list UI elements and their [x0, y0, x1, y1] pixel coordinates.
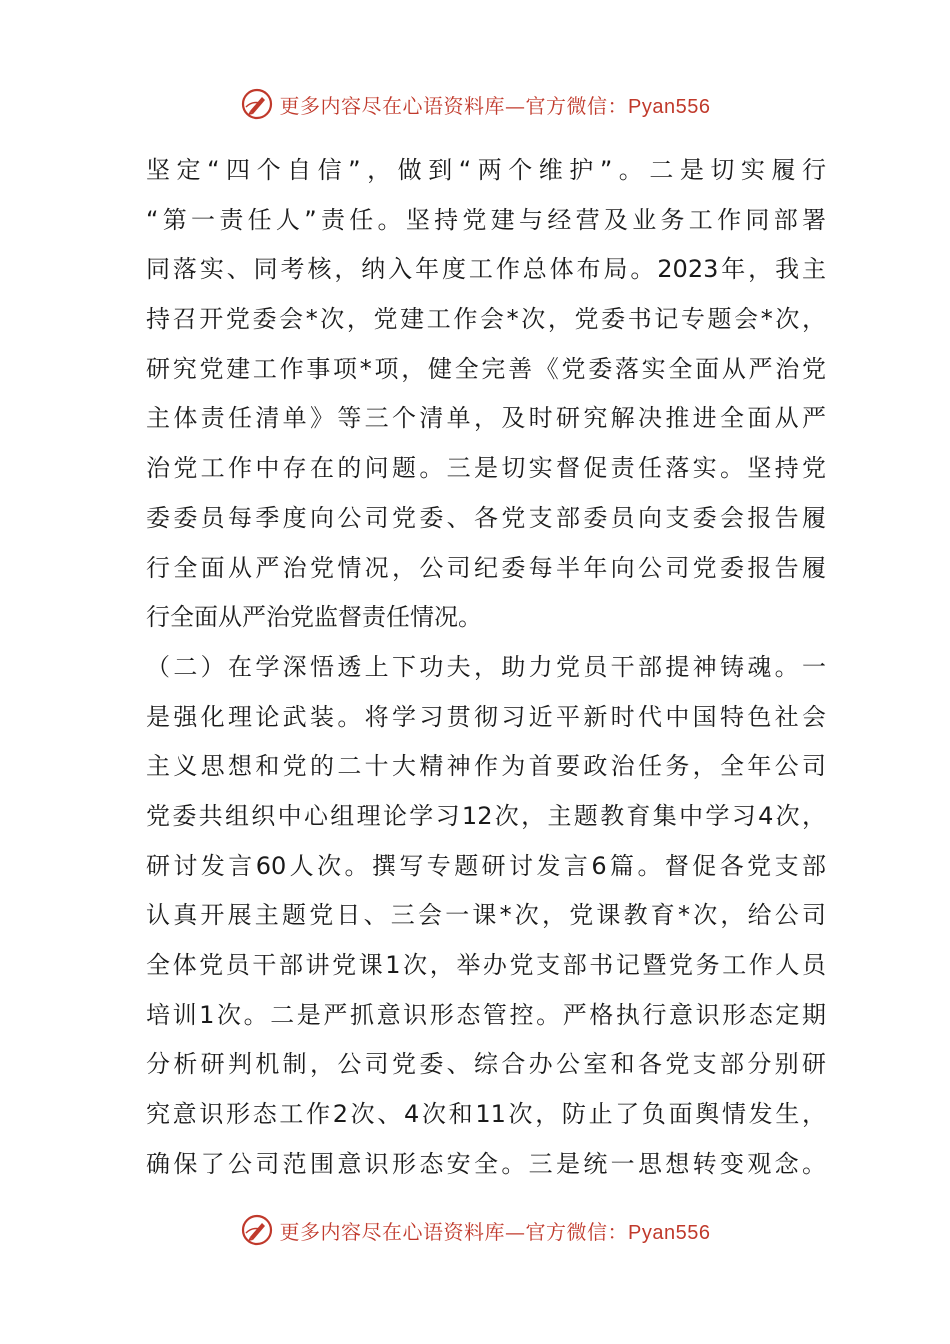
body-line: 研讨发言60人次。撰写专题研讨发言6篇。督促各党支部	[146, 851, 826, 880]
body-line: 是强化理论武装。将学习贯彻习近平新时代中国特色社会	[146, 702, 826, 731]
body-line: “第一责任人”责任。坚持党建与经营及业务工作同部署	[146, 205, 826, 234]
pen-logo-icon	[240, 87, 274, 121]
body-line: 治党工作中存在的问题。三是切实督促责任落实。坚持党	[146, 454, 826, 483]
watermark-text: 更多内容尽在心语资料库—官方微信：Pyan556	[279, 1219, 711, 1244]
document-body	[146, 146, 826, 1189]
footer-watermark	[0, 1210, 950, 1250]
pen-logo-icon	[240, 1213, 274, 1247]
body-line: 究意识形态工作2次、4次和11次，防止了负面舆情发生，	[146, 1100, 826, 1129]
body-line: 坚定“四个自信”，做到“两个维护”。二是切实履行	[146, 156, 826, 184]
body-line: 党委共组织中心组理论学习12次，主题教育集中学习4次，	[146, 801, 826, 830]
watermark-text: 更多内容尽在心语资料库—官方微信：Pyan556	[279, 93, 711, 118]
body-line: 认真开展主题党日、三会一课*次，党课教育*次，给公司	[146, 901, 826, 930]
body-line: 委委员每季度向公司党委、各党支部委员向支委会报告履	[146, 503, 826, 532]
body-line: 主义思想和党的二十大精神作为首要政治任务，全年公司	[146, 752, 826, 781]
body-line: 行全面从严治党监督责任情况。	[146, 603, 482, 632]
body-line: 研究党建工作事项*项，健全完善《党委落实全面从严治党	[146, 354, 826, 383]
body-line: 行全面从严治党情况，公司纪委每半年向公司党委报告履	[146, 553, 826, 582]
body-line: 确保了公司范围意识形态安全。三是统一思想转变观念。	[146, 1149, 826, 1178]
body-line: 持召开党委会*次，党建工作会*次，党委书记专题会*次，	[146, 305, 826, 334]
body-line: 分析研判机制，公司党委、综合办公室和各党支部分别研	[146, 1050, 826, 1079]
header-watermark	[0, 84, 950, 124]
wechat-id: Pyan556	[628, 95, 711, 118]
body-line: 主体责任清单》等三个清单，及时研究解决推进全面从严	[146, 404, 826, 433]
wechat-id: Pyan556	[628, 1221, 711, 1244]
section-heading-line: （二）在学深悟透上下功夫，助力党员干部提神铸魂。一	[146, 652, 826, 681]
body-line: 同落实、同考核，纳入年度工作总体布局。2023年，我主	[146, 255, 826, 284]
body-line: 培训1次。二是严抓意识形态管控。严格执行意识形态定期	[146, 1000, 826, 1029]
body-line: 全体党员干部讲党课1次，举办党支部书记暨党务工作人员	[146, 951, 826, 979]
